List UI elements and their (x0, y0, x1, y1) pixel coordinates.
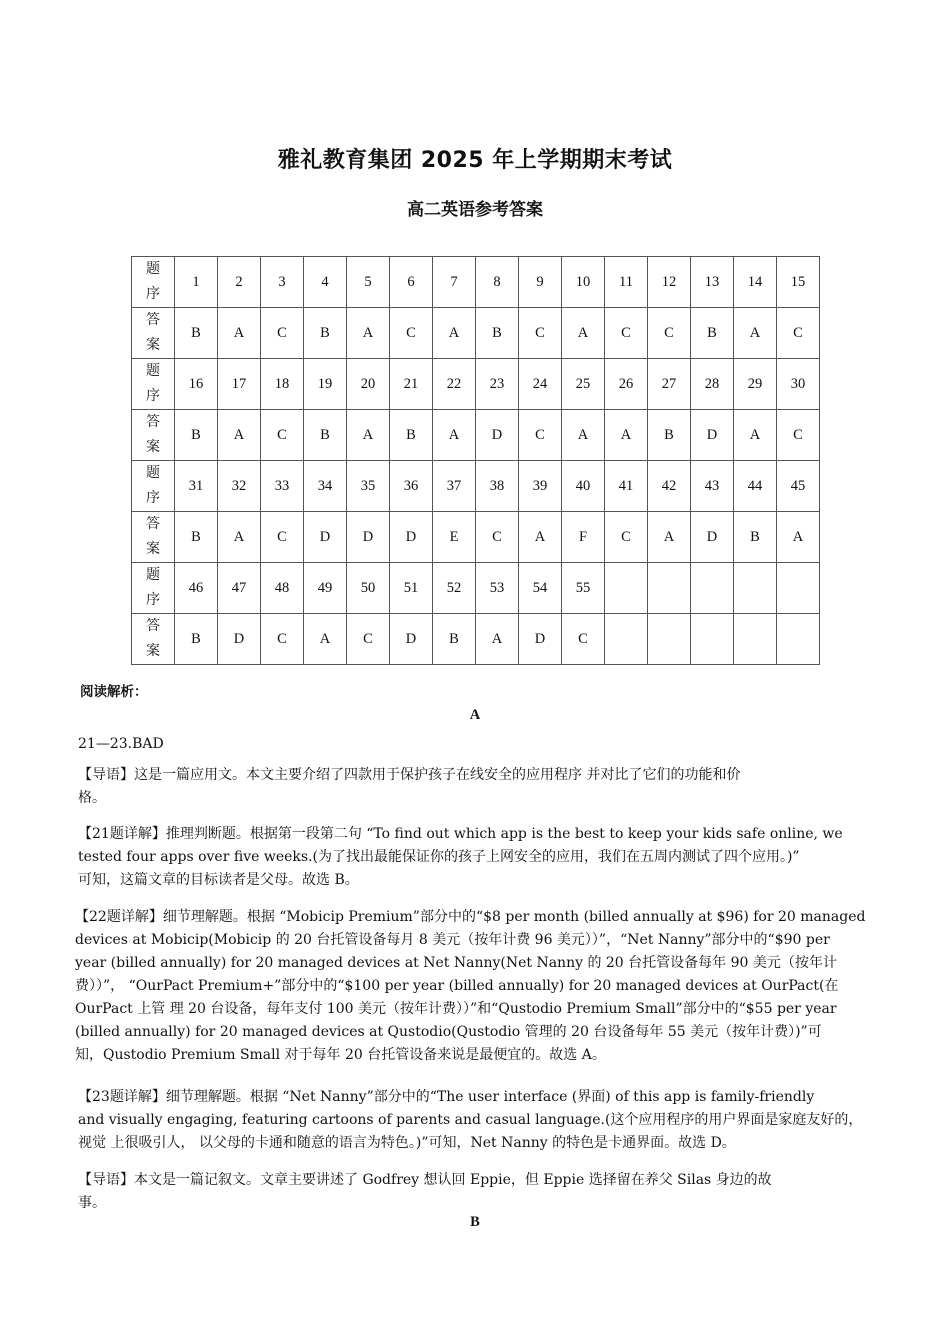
answer-cell: A (218, 512, 261, 563)
answer-cell: B (476, 308, 519, 359)
answer-cell: A (347, 308, 390, 359)
question-number-cell: 50 (347, 563, 390, 614)
question-number-row (132, 563, 820, 614)
text-line: 知，Qustodio Premium Small 对于每年 20 台托管设备来说是最便宜的。故选 A。 (75, 1047, 606, 1063)
answer-cell: E (433, 512, 476, 563)
question-number-cell: 41 (605, 461, 648, 512)
question-number-cell: 17 (218, 359, 261, 410)
question-number-cell: 5 (347, 257, 390, 308)
answer-cell: A (347, 410, 390, 461)
answer-cell: A (734, 410, 777, 461)
answer-cell: C (347, 614, 390, 665)
answer-cell: B (433, 614, 476, 665)
question-number-cell: 25 (562, 359, 605, 410)
section-b-heading: B (470, 1214, 480, 1230)
answer-cell: B (734, 512, 777, 563)
question-label-cell: 题 序 (132, 461, 175, 512)
question-number-cell: 33 (261, 461, 304, 512)
question-number-cell (691, 563, 734, 614)
answer-cell: A (218, 410, 261, 461)
question-label-cell: 题 序 (132, 257, 175, 308)
question-number-row (132, 257, 820, 308)
question-number-cell: 31 (175, 461, 218, 512)
answer-cell: D (476, 410, 519, 461)
answer-cell: B (304, 410, 347, 461)
text-line: 【22题详解】细节理解题。根据 “Mobicip Premium”部分中的“$8 per month (billed annually at $96) for 20 managed (75, 909, 866, 925)
answer-cell: A (476, 614, 519, 665)
question-number-cell: 11 (605, 257, 648, 308)
text-line: 【导语】这是一篇应用文。本文主要介绍了四款用于保护孩子在线安全的应用程序 并对比了它们的功能和价 (78, 767, 741, 783)
answer-cell: C (261, 614, 304, 665)
page-title: 雅礼教育集团 2025 年上学期期末考试 (277, 148, 673, 173)
answer-cell: C (261, 512, 304, 563)
answer-cell: B (691, 308, 734, 359)
answer-cell: B (390, 410, 433, 461)
text-line: devices at Mobicip(Mobicip 的 20 台托管设备每月 8 美元（按年计费 96 美元））”，“Net Nanny”部分中的“$90 per (75, 932, 830, 948)
question-number-cell: 21 (390, 359, 433, 410)
question-number-cell: 22 (433, 359, 476, 410)
text-line: and visually engaging, featuring cartoons of parents and casual language.(这个应用程序的用户界面是家庭友好的， (78, 1112, 863, 1128)
question-number-cell: 7 (433, 257, 476, 308)
answer-cell: A (777, 512, 820, 563)
range-a-text: 21—23.BAD (78, 736, 164, 752)
question-number-cell: 2 (218, 257, 261, 308)
answer-cell: A (562, 410, 605, 461)
question-number-cell: 8 (476, 257, 519, 308)
text-line: 【23题详解】细节理解题。根据 “Net Nanny”部分中的“The user interface (界面) of this app is family-friendly (78, 1089, 815, 1105)
question-number-cell: 20 (347, 359, 390, 410)
answer-cell (777, 614, 820, 665)
question-number-cell: 6 (390, 257, 433, 308)
answer-table (131, 256, 820, 665)
question-number-cell: 28 (691, 359, 734, 410)
text-line: 格。 (78, 790, 106, 806)
question-number-cell: 39 (519, 461, 562, 512)
answer-cell: B (175, 410, 218, 461)
question-number-cell: 13 (691, 257, 734, 308)
q22-explanation (75, 906, 875, 1067)
answer-cell: D (691, 512, 734, 563)
question-number-cell (734, 563, 777, 614)
text-line: (billed annually) for 20 managed devices at Qustodio(Qustodio 管理的 20 台设备每年 55 美元（按年计费）)”可 (75, 1024, 822, 1040)
question-number-cell (648, 563, 691, 614)
answer-cell (605, 614, 648, 665)
answer-row (132, 410, 820, 461)
question-number-cell (777, 563, 820, 614)
range-a (78, 733, 878, 756)
answer-cell: A (519, 512, 562, 563)
answer-label-cell: 答 案 (132, 410, 175, 461)
question-number-cell: 27 (648, 359, 691, 410)
question-number-cell: 47 (218, 563, 261, 614)
question-number-cell: 51 (390, 563, 433, 614)
answer-cell: D (304, 512, 347, 563)
answer-cell: C (261, 410, 304, 461)
answer-cell: C (261, 308, 304, 359)
answer-cell: D (691, 410, 734, 461)
question-number-cell (605, 563, 648, 614)
question-number-cell: 1 (175, 257, 218, 308)
question-number-cell: 14 (734, 257, 777, 308)
answer-cell: C (605, 512, 648, 563)
answer-cell: A (304, 614, 347, 665)
question-number-cell: 4 (304, 257, 347, 308)
question-number-cell: 35 (347, 461, 390, 512)
text-line: 【导语】本文是一篇记叙文。文章主要讲述了 Godfrey 想认回 Eppie，但 Eppie 选择留在养父 Silas 身边的故 (78, 1172, 772, 1188)
answer-cell: B (175, 512, 218, 563)
answer-row (132, 614, 820, 665)
question-number-cell: 36 (390, 461, 433, 512)
question-number-cell: 16 (175, 359, 218, 410)
answer-row (132, 512, 820, 563)
text-line: 视觉 上很吸引人， 以父母的卡通和随意的语言为特色。)”可知，Net Nanny 的特色是卡通界面。故选 D。 (78, 1135, 736, 1151)
question-number-cell: 12 (648, 257, 691, 308)
text-line: 事。 (78, 1195, 106, 1211)
question-number-cell: 15 (777, 257, 820, 308)
question-number-cell: 49 (304, 563, 347, 614)
question-number-cell: 46 (175, 563, 218, 614)
answer-cell: C (390, 308, 433, 359)
question-number-cell: 23 (476, 359, 519, 410)
question-number-cell: 18 (261, 359, 304, 410)
answer-cell: C (605, 308, 648, 359)
text-line: 可知，这篇文章的目标读者是父母。故选 B。 (78, 872, 359, 888)
answer-cell: C (519, 308, 562, 359)
answer-cell: A (433, 410, 476, 461)
question-number-cell: 29 (734, 359, 777, 410)
answer-cell: D (390, 512, 433, 563)
answer-cell: A (218, 308, 261, 359)
answer-cell: C (777, 308, 820, 359)
text-line: year (billed annually) for 20 managed devices at Net Nanny(Net Nanny 的 20 台托管设备每年 90 美元（按年计 (75, 955, 837, 971)
answer-cell: A (562, 308, 605, 359)
answer-cell: B (648, 410, 691, 461)
intro-a-paragraph (78, 764, 878, 810)
answer-cell: A (734, 308, 777, 359)
answer-cell (648, 614, 691, 665)
text-line: 【21题详解】推理判断题。根据第一段第二句 “To find out which app is the best to keep your kids safe online, we (78, 826, 843, 842)
question-number-cell: 10 (562, 257, 605, 308)
answer-cell: A (433, 308, 476, 359)
question-number-cell: 54 (519, 563, 562, 614)
reading-analysis-label: 阅读解析： (80, 684, 148, 700)
answer-cell: D (390, 614, 433, 665)
question-number-row (132, 359, 820, 410)
answer-cell: D (519, 614, 562, 665)
intro-b-paragraph (78, 1169, 878, 1215)
answer-cell (734, 614, 777, 665)
question-number-row (132, 461, 820, 512)
q23-explanation (78, 1086, 878, 1155)
answer-cell: C (648, 308, 691, 359)
answer-cell: F (562, 512, 605, 563)
answer-cell (691, 614, 734, 665)
question-number-cell: 43 (691, 461, 734, 512)
question-label-cell: 题 序 (132, 563, 175, 614)
question-number-cell: 19 (304, 359, 347, 410)
question-number-cell: 40 (562, 461, 605, 512)
answer-cell: A (648, 512, 691, 563)
answer-cell: C (519, 410, 562, 461)
answer-cell: B (175, 614, 218, 665)
answer-label-cell: 答 案 (132, 512, 175, 563)
page-subtitle: 高二英语参考答案 (407, 200, 543, 220)
question-number-cell: 30 (777, 359, 820, 410)
question-number-cell: 24 (519, 359, 562, 410)
question-number-cell: 45 (777, 461, 820, 512)
answer-cell: C (777, 410, 820, 461)
question-number-cell: 44 (734, 461, 777, 512)
text-line: OurPact 上管 理 20 台设备，每年支付 100 美元（按年计费））”和“Qustodio Premium Small”部分中的“$55 per year (75, 1001, 837, 1017)
text-line: 费））”， “OurPact Premium+”部分中的“$100 per year (billed annually) for 20 managed devices at OurPact(在 (75, 978, 839, 994)
text-line: tested four apps over five weeks.(为了找出最能保证你的孩子上网安全的应用，我们在五周内测试了四个应用。)” (78, 849, 800, 865)
question-number-cell: 48 (261, 563, 304, 614)
answer-cell: A (605, 410, 648, 461)
question-number-cell: 3 (261, 257, 304, 308)
question-number-cell: 38 (476, 461, 519, 512)
question-number-cell: 37 (433, 461, 476, 512)
answer-cell: D (347, 512, 390, 563)
section-a-heading: A (469, 707, 481, 723)
question-label-cell: 题 序 (132, 359, 175, 410)
answer-cell: B (175, 308, 218, 359)
question-number-cell: 53 (476, 563, 519, 614)
answer-row (132, 308, 820, 359)
question-number-cell: 32 (218, 461, 261, 512)
answer-cell: D (218, 614, 261, 665)
q21-explanation (78, 823, 878, 892)
question-number-cell: 42 (648, 461, 691, 512)
answer-cell: C (476, 512, 519, 563)
question-number-cell: 52 (433, 563, 476, 614)
answer-label-cell: 答 案 (132, 614, 175, 665)
answer-cell: B (304, 308, 347, 359)
question-number-cell: 26 (605, 359, 648, 410)
answer-cell: C (562, 614, 605, 665)
question-number-cell: 9 (519, 257, 562, 308)
answer-label-cell: 答 案 (132, 308, 175, 359)
question-number-cell: 55 (562, 563, 605, 614)
question-number-cell: 34 (304, 461, 347, 512)
